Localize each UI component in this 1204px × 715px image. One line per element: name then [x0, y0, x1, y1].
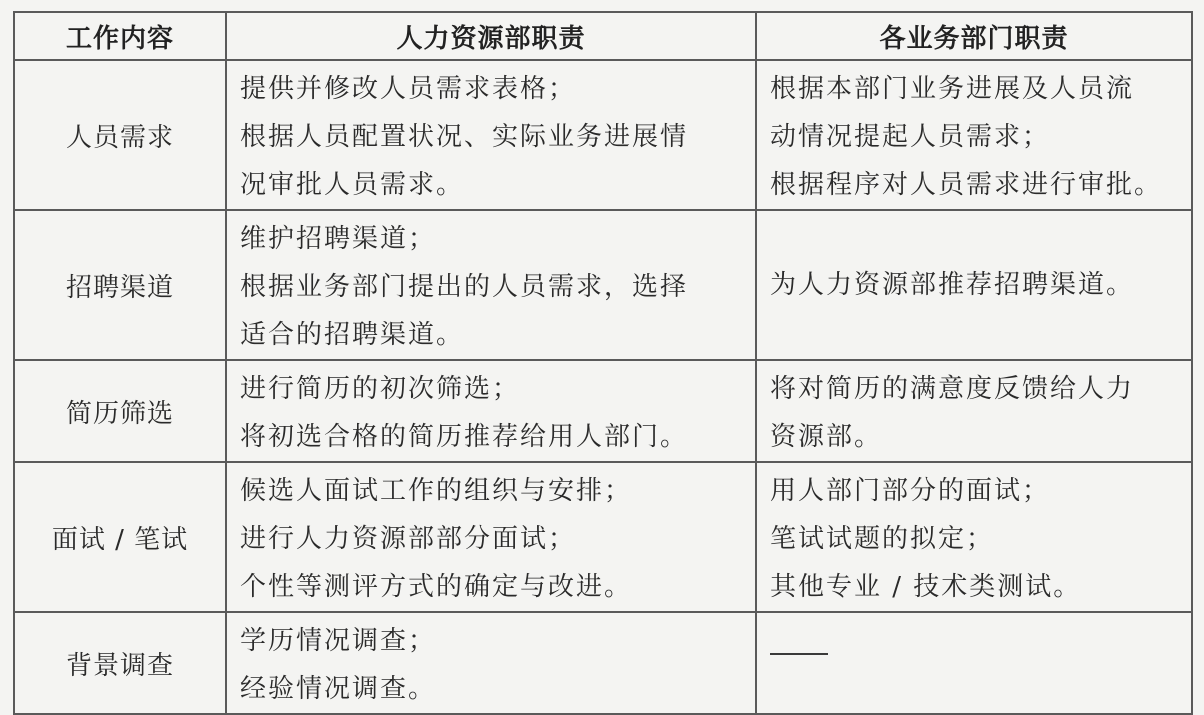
duty-line: 进行人力资源部部分面试；: [240, 524, 577, 554]
task-cell: 背景调查: [14, 612, 226, 714]
duty-line: 为人力资源部推荐招聘渠道。: [770, 270, 1135, 300]
duty-line: 根据程序对人员需求进行审批。: [770, 170, 1163, 200]
duty-line: 动情况提起人员需求；: [770, 122, 1051, 152]
task-cell: 招聘渠道: [14, 210, 226, 360]
duty-line: 个性等测评方式的确定与改进。: [240, 572, 633, 602]
responsibility-table: [13, 11, 1193, 715]
duty-line: 适合的招聘渠道。: [240, 320, 465, 350]
dept-duty-cell: [756, 360, 1192, 462]
task-cell: 简历筛选: [14, 360, 226, 462]
duty-line: 其他专业 / 技术类测试。: [770, 572, 1082, 602]
hr-duty-cell: [226, 360, 756, 462]
table-row: [14, 612, 1192, 714]
duty-line: 提供并修改人员需求表格；: [240, 74, 577, 104]
duty-line: 将初选合格的简历推荐给用人部门。: [240, 422, 689, 452]
dept-duty-cell: [756, 612, 1192, 714]
duty-line: 笔试试题的拟定；: [770, 524, 995, 554]
dept-duty-cell: [756, 462, 1192, 612]
dept-duty-cell: [756, 60, 1192, 210]
duty-line: 维护招聘渠道；: [240, 224, 437, 254]
table-row: [14, 210, 1192, 360]
hr-duty-cell: [226, 60, 756, 210]
header-task: 工作内容: [14, 12, 226, 60]
hr-duty-cell: [226, 210, 756, 360]
duty-line: 进行简历的初次筛选；: [240, 374, 521, 404]
duty-line: 学历情况调查；: [240, 626, 437, 656]
duty-line: 候选人面试工作的组织与安排；: [240, 476, 633, 506]
task-cell: 面试 / 笔试: [14, 462, 226, 612]
empty-dash: [770, 653, 828, 655]
duty-line: 用人部门部分的面试；: [770, 476, 1051, 506]
duty-line: 资源部。: [770, 422, 883, 452]
duty-line: 况审批人员需求。: [240, 170, 465, 200]
hr-duty-cell: [226, 462, 756, 612]
duty-line: 根据人员配置状况、实际业务进展情: [240, 122, 689, 152]
header-hr: 人力资源部职责: [226, 12, 756, 60]
duty-line: 将对简历的满意度反馈给人力: [770, 374, 1135, 404]
header-dept: 各业务部门职责: [756, 12, 1192, 60]
duty-line: 根据本部门业务进展及人员流: [770, 74, 1135, 104]
hr-duty-cell: [226, 612, 756, 714]
header-row: [14, 12, 1192, 60]
dept-duty-cell: [756, 210, 1192, 360]
task-cell: 人员需求: [14, 60, 226, 210]
table-row: [14, 60, 1192, 210]
table-row: [14, 360, 1192, 462]
duty-line: 经验情况调查。: [240, 674, 437, 704]
duty-line: 根据业务部门提出的人员需求，选择: [240, 272, 689, 302]
table-row: [14, 462, 1192, 612]
